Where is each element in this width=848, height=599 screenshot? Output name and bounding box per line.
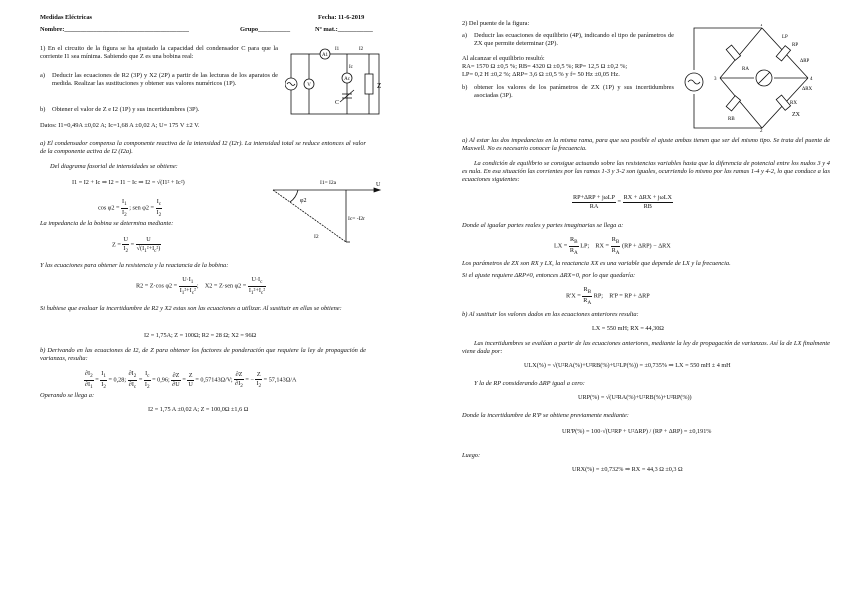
bridge-node-3: 3 — [714, 77, 717, 82]
adjust-text: Si el ajuste requiere ΔRP≠0, entonces ΔRX=0, por lo que quedaría: — [462, 272, 636, 279]
eq-rx-label: RX = — [595, 242, 610, 250]
ammeter-ac-label: Ac — [344, 77, 350, 82]
operating-intro: Operando se llega a: — [40, 392, 95, 399]
eq-cos-label: cos φ2 = — [98, 204, 120, 212]
bridge-rb-label: RB — [728, 117, 735, 122]
circuit-diagram-1 — [285, 44, 385, 124]
eq-ulx: ULX(%) = √(U²RA(%)+U²RB(%)+U²LP(%)) = ±0,735% ⇒ LX = 550 mH ± 4 mH — [524, 362, 731, 369]
rp-prime-intro: Donde la incertidumbre de R'P se obtiene previamente mediante: — [462, 412, 629, 419]
eq-urp: URP(%) = √(U²RA(%)+U²RB(%)+U²RP(%)) — [578, 394, 692, 401]
bridge-zx-label: ZX — [792, 112, 800, 118]
bridge-node-2: 2 — [760, 129, 763, 132]
phasor-diagram — [268, 172, 386, 250]
impedance-intro: La impedancia de la bobina se determina mediante: — [40, 220, 174, 227]
eq-x2-label: X2 = Z·sen φ2 = — [204, 282, 247, 290]
params-text: Los parámetros de ZX son RX y LX, la reactancia XX es una variable que depende de LX y la frecuencia. — [462, 260, 731, 267]
values-line-2: LP= 0,2 H ±0,2 %; ΔRP= 3,6 Ω ±0,5 % y f= 50 Hz ±0,05 Hz. — [462, 71, 620, 78]
course-title: Medidas Eléctricas — [40, 14, 93, 21]
group-field: Grupo__________ — [240, 26, 291, 33]
q2-title: 2) Del puente de la figura: — [462, 20, 530, 27]
eq-r2-x2: R2 = Z·cos φ2 = $\frac{U\cdot I_1}{I_1^2+I_c^2}$ ; X2 = Z·sen φ2 = $\frac{U\cdot I_c}{I_1^2+I_c^2}$ — [136, 276, 266, 296]
equilibrium-condition: La condición de equilibrio se consigue actuando sobre las resistencias variables hasta que la diferencia de potencial entre los nudos 3 y 4 es nula. En esa situación las corrientes por las ramas 1-3 y 3-2 son iguales, ocurriendo lo mismo por las ramas 1-4 y 4-2, lo que conduce a las ecuaciones siguientes: — [462, 160, 830, 183]
phasor-i2-label: I2 — [314, 234, 319, 240]
q1-a-label: a) — [40, 72, 45, 79]
eq-derivatives: $\frac{\partial I_2}{\partial I_1}$ = $\frac{I_1}{I_2}$ = 0,28; $\frac{\partial I_2}{\partial I_c}$ = $\frac{I_c}{I_2}$ = 0,96; $\frac{\partial Z}{\partial U}$ = $\frac{Z}{U}$ = 0,57143Ω/V; $\frac{\partial Z}{\partial I_2}$ = − $\frac{Z}{I_2}$ = 57,143Ω/A — [85, 370, 297, 390]
q2-a-label: a) — [462, 32, 467, 39]
q2-b-label: b) — [462, 84, 468, 91]
bridge-node-1: 1 — [760, 24, 763, 28]
eq-rx2-tail: RP; — [593, 292, 604, 300]
enrollment-field: Nº mat.:___________ — [315, 26, 373, 33]
ammeter-a1-label: A1 — [321, 53, 329, 58]
q1-solution-b: b) Derivando en las ecuaciones de I2, de Z para obtener los factores de ponderación que requiere la ley de propagación de varianzas, resulta: — [40, 347, 366, 362]
eq-sen-label: ; sen φ2 = — [129, 204, 154, 212]
current-ic-label: Ic — [349, 65, 353, 70]
bridge-drp-label: ΔRP — [800, 59, 810, 64]
eq-lx-tail: LP; — [580, 242, 590, 250]
eq-bridge-balance: $\frac{\text{RP+ΔRP + jωLP}}{RA}$ = $\frac{\text{RX + ΔRX + jωLX}}{RB}$ — [573, 194, 672, 210]
eq-urp-prime: UR'P(%) = 100·√(U²RP + U²ΔRP) / (RP + ΔRP) = ±0,191% — [562, 428, 712, 435]
deriv-4-value: = 57,143Ω/A — [263, 376, 297, 384]
eq-rx-tail: (RP + ΔRP) − ΔRX — [622, 242, 671, 250]
eq-z-label: Z = — [112, 241, 121, 249]
bridge-drx-label: ΔRX — [802, 87, 813, 92]
rp-uncertainty-intro: Y la de RP considerando ΔRP igual a cero: — [474, 380, 585, 387]
eq-balance-den-1: RA — [589, 202, 599, 210]
phasor-phi-label: φ2 — [300, 198, 307, 204]
bridge-lp-label: LP — [782, 35, 788, 40]
eq-r2-label: R2 = Z·cos φ2 = — [136, 282, 178, 290]
q2-solution-a: a) Al estar las dos impedancias en la misma rama, para que sea posible el ajuste ambas tienen que ser del mismo tipo. Se trata del puente de Maxwell. No es necesario conocer la frecuencia. — [462, 137, 830, 152]
bridge-diagram — [684, 24, 832, 132]
bridge-rp-label: RP — [792, 43, 799, 48]
bridge-ra-label: RA — [742, 67, 749, 72]
then-label: Luego: — [462, 452, 481, 459]
exam-date: Fecha: 11-6-2019 — [318, 14, 365, 21]
q1-a-text: Deducir las ecuaciones de R2 (3P) y X2 (2P) a partir de las lecturas de los aparatos de medida. Realizar las sustituciones y obtener sus valores numéricos (1P). — [52, 72, 278, 87]
deriv-3-value: = 0,57143Ω/V; — [195, 376, 233, 384]
equate-intro: Donde al igualar partes reales y partes imaginarias se llega a: — [462, 222, 624, 229]
eq-results-1: I2 = 1,75A; Z = 100Ω; R2 = 28 Ω; X2 = 96Ω — [144, 332, 257, 339]
q1-b-text: Obtener el valor de Z e I2 (1P) y sus incertidumbres (3P). — [52, 106, 200, 113]
q1-b-label: b) — [40, 106, 46, 113]
bridge-node-4: 4 — [810, 77, 813, 82]
name-field: Nombre:_______________________________________ — [40, 26, 189, 33]
eq-final-1: I2 = 1,75 A ±0,02 A; Z = 100,0Ω ±1,6 Ω — [148, 406, 249, 413]
rx-intro: Y las ecuaciones para obtener la resistencia y la reactancia de la bobina: — [40, 262, 229, 269]
eq-impedance: Z = $\frac{U}{I_2}$ = $\frac{U}{√(I_1^2+I_c^2)}$ — [112, 236, 161, 254]
voltmeter-label: V — [307, 83, 311, 88]
eq-lx-label: LX = — [554, 242, 568, 250]
eq-final-2: URX(%) = ±0,732% ⇒ RX = 44,3 Ω ±0,3 Ω — [572, 466, 683, 473]
deriv-2-value: = 0,96; — [152, 376, 170, 384]
phasor-i1-label: I1= I2a — [320, 180, 337, 186]
phasor-ic-label: Ic= -I2r — [348, 216, 365, 222]
eq-rx-prime: R'X = $\frac{R_B}{R_A}$ RP; R'P = RP + ΔRP — [566, 286, 650, 306]
equilibrium-intro: Al alcanzar el equilibrio resultó: — [462, 55, 545, 62]
eq-rx3: R'P = RP + ΔRP — [609, 292, 650, 300]
uncertainty-text: Las incertidumbres se evalúan a partir de las ecuaciones anteriores, mediante la ley de propagación de varianzas. Así la de LX finalmente viene dada por: — [462, 340, 830, 355]
q1-solution-a: a) El condensador compensa la componente reactiva de la intensidad I2 (I2r). La intensidad total se reduce entonces al valor de la componente activa de I2 (I2a). — [40, 140, 366, 155]
current-i2-label: I2 — [359, 47, 364, 52]
q2-b-text: obtener los valores de los parámetros de ZX (1P) y sus incertidumbres asociadas (3P). — [474, 84, 674, 99]
q1-intro: 1) En el circuito de la figura se ha ajustado la capacidad del condensador C para que la corriente I1 sea mínima. Sabiendo que Z es una bobina real: — [40, 45, 278, 60]
q2-a-text: Deducir las ecuaciones de equilibrio (4P), indicando el tipo de parámetros de ZX que permite determinar (2P). — [474, 32, 674, 47]
bridge-rx-label: RX — [790, 101, 797, 106]
q1-data: Datos: I1=0,49A ±0,02 A; Ic=1,68 A ±0,02 A; U= 175 V ±2 V. — [40, 122, 200, 129]
uncertainty-intro: Si hubiese que evaluar la incertidumbre de R2 y X2 estas son las ecuaciones a utilizar. Al sustituir en ellas se obtiene: — [40, 305, 342, 312]
phasor-u-label: U — [376, 182, 381, 188]
phasor-intro: Del diagrama fasorial de intensidades se obtiene: — [50, 163, 178, 170]
eq-rx2-label: R'X = — [566, 292, 581, 300]
q2-solution-b: b) Al sustituir los valores dados en las ecuaciones anteriores resulta: — [462, 311, 639, 318]
eq-cos-sen: cos φ2 = $\frac{I_1}{I_2}$ ; sen φ2 = $\frac{I_c}{I_2}$ — [98, 198, 162, 218]
values-line-1: RA= 1570 Ω ±0,5 %; RB= 4320 Ω ±0,5 %; RP= 12,5 Ω ±0,2 %; — [462, 63, 628, 70]
eq-balance-den-2: RB — [643, 202, 652, 210]
current-i1-label: I1 — [335, 47, 340, 52]
deriv-1-value: = 0,28; — [108, 376, 127, 384]
capacitor-label: C — [335, 100, 340, 106]
eq-balance-num-1: RP+ΔRP + jωLP — [573, 194, 615, 201]
eq-balance-num-2: RX + ΔRX + jωLX — [623, 194, 672, 201]
eq-currents: I1 = I2 + Ic ⇒ I2 = I1 − Ic ⇒ I2 = √(I1² + Ic²) — [72, 179, 185, 186]
impedance-label: Z — [377, 82, 382, 90]
eq-result-b: LX = 550 mH; RX = 44,30Ω — [592, 325, 664, 332]
eq-lx-rx: LX = $\frac{R_B}{R_A}$ LP; RX = $\frac{R_B}{R_A}$ (RP + ΔRP) − ΔRX — [554, 236, 671, 256]
